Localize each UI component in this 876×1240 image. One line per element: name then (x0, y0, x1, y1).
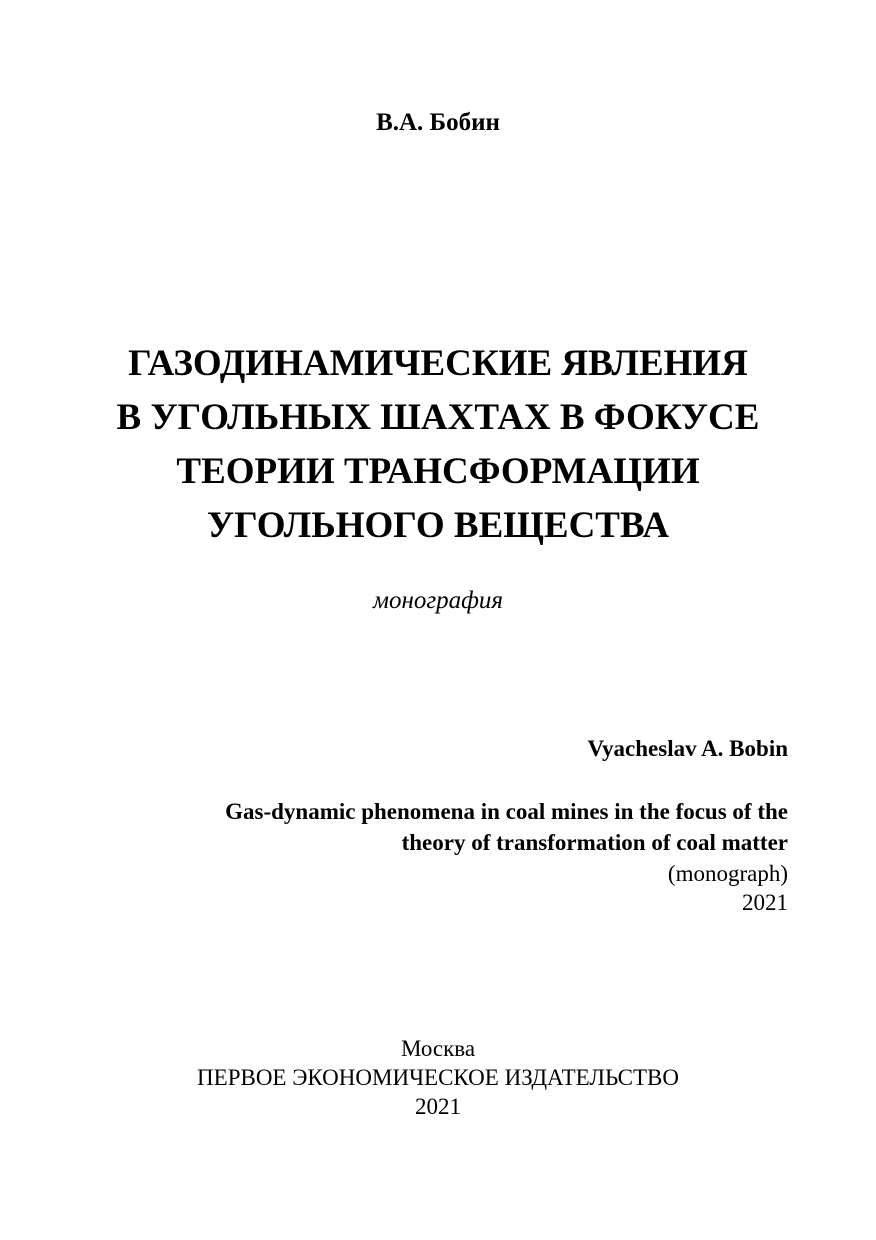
genre-label-en: (monograph) (667, 861, 788, 886)
book-title-ru-line: ГАЗОДИНАМИЧЕСКИЕ ЯВЛЕНИЯ (128, 343, 748, 384)
year-en: 2021 (742, 890, 788, 915)
imprint-publisher: ПЕРВОЕ ЭКОНОМИЧЕСКОЕ ИЗДАТЕЛЬСТВО (197, 1065, 679, 1090)
book-title-en-line: Gas-dynamic phenomena in coal mines in the focus of the (225, 799, 788, 824)
book-title-en-line: theory of transformation of coal matter (401, 830, 788, 855)
genre-label-ru: монография (373, 587, 503, 614)
book-title-ru-line: УГОЛЬНОГО ВЕЩЕСТВА (206, 505, 670, 546)
author-name-ru: В.А. Бобин (376, 109, 500, 136)
book-title-ru (0, 337, 876, 553)
author-name-en: Vyacheslav A. Bobin (587, 736, 788, 761)
book-title-ru-line: В УГОЛЬНЫХ ШАХТАХ В ФОКУСЕ (116, 397, 760, 438)
book-title-en (88, 796, 788, 858)
book-title-ru-line: ТЕОРИИ ТРАНСФОРМАЦИИ (176, 451, 700, 492)
imprint (0, 1034, 876, 1121)
imprint-year: 2021 (415, 1094, 461, 1119)
imprint-city: Москва (400, 1036, 476, 1061)
